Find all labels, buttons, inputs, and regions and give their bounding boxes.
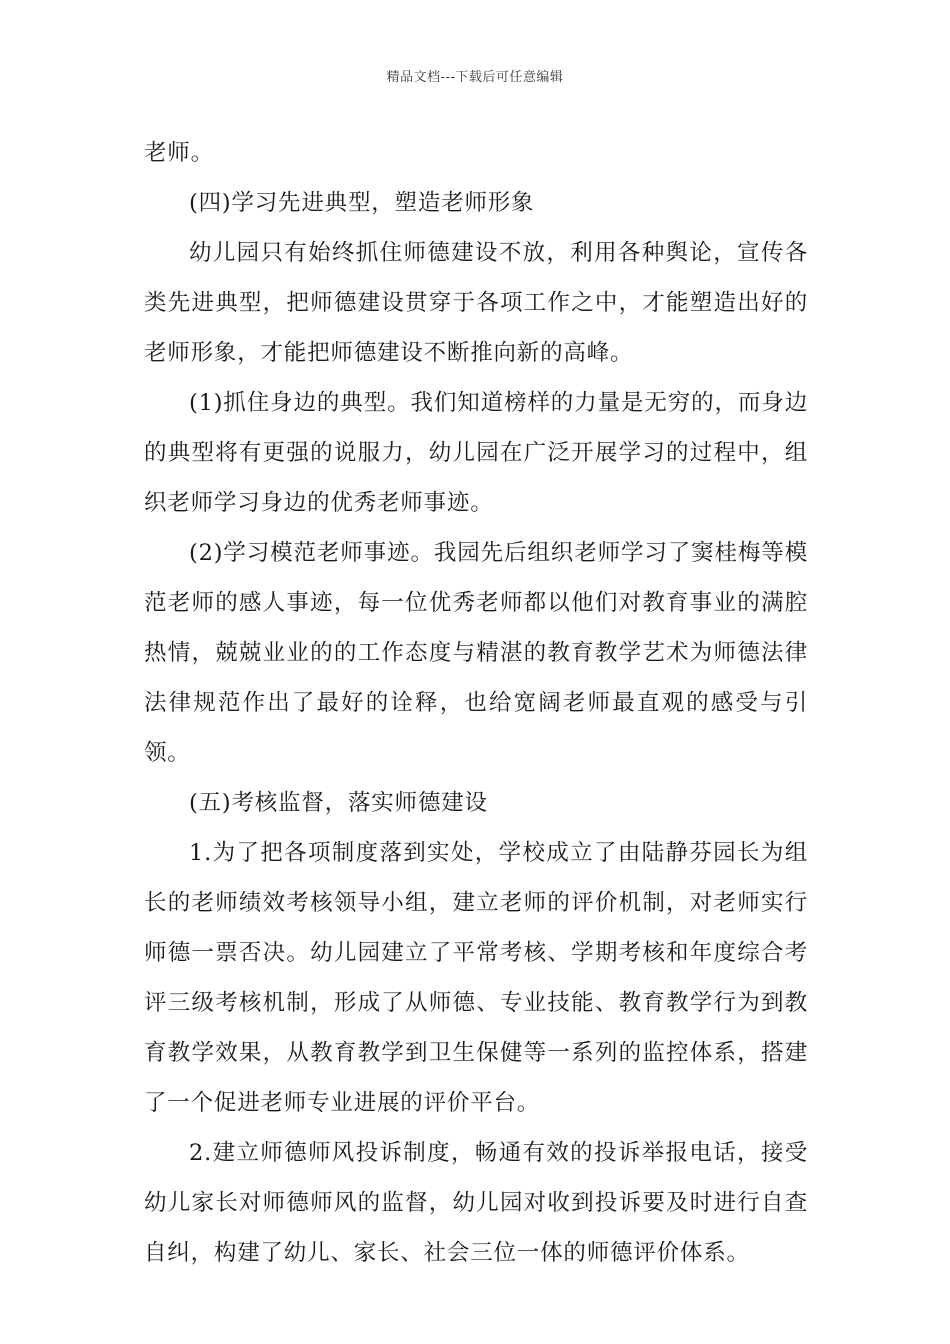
paragraph-continuation: 老师。	[144, 140, 214, 166]
page-header: 精品文档---下载后可任意编辑	[386, 70, 564, 85]
section-heading-5: (五)考核监督，落实师德建设	[189, 790, 488, 816]
document-body	[144, 128, 808, 1278]
paragraph-item-1: (1)抓住身边的典型。我们知道榜样的力量是无穷的，而身边的典型将有更强的说服力，幼儿园在广泛开展学习的过程中，组织老师学习身边的优秀老师事迹。	[144, 390, 808, 516]
paragraph: 幼儿园只有始终抓住师德建设不放，利用各种舆论，宣传各类先进典型，把师德建设贯穿于各项工作之中，才能塑造出好的老师形象，才能把师德建设不断推向新的高峰。	[144, 240, 808, 366]
section-heading-4: (四)学习先进典型，塑造老师形象	[189, 190, 535, 216]
paragraph-point-2: 2.建立师德师风投诉制度，畅通有效的投诉举报电话，接受幼儿家长对师德师风的监督，幼儿园对收到投诉要及时进行自查自纠，构建了幼儿、家长、社会三位一体的师德评价体系。	[144, 1140, 808, 1266]
paragraph-point-1: 1.为了把各项制度落到实处，学校成立了由陆静芬园长为组长的老师绩效考核领导小组，建立老师的评价机制，对老师实行师德一票否决。幼儿园建立了平常考核、学期考核和年度综合考评三级考核机制，形成了从师德、专业技能、教育教学行为到教育教学效果，从教育教学到卫生保健等一系列的监控体系，搭建了一个促进老师专业进展的评价平台。	[144, 840, 808, 1116]
paragraph-item-2: (2)学习模范老师事迹。我园先后组织老师学习了窦桂梅等模范老师的感人事迹，每一位优秀老师都以他们对教育事业的满腔热情，兢兢业业的的工作态度与精湛的教育教学艺术为师德法律法律规范作出了最好的诠释，也给宽阔老师最直观的感受与引领。	[144, 540, 808, 766]
